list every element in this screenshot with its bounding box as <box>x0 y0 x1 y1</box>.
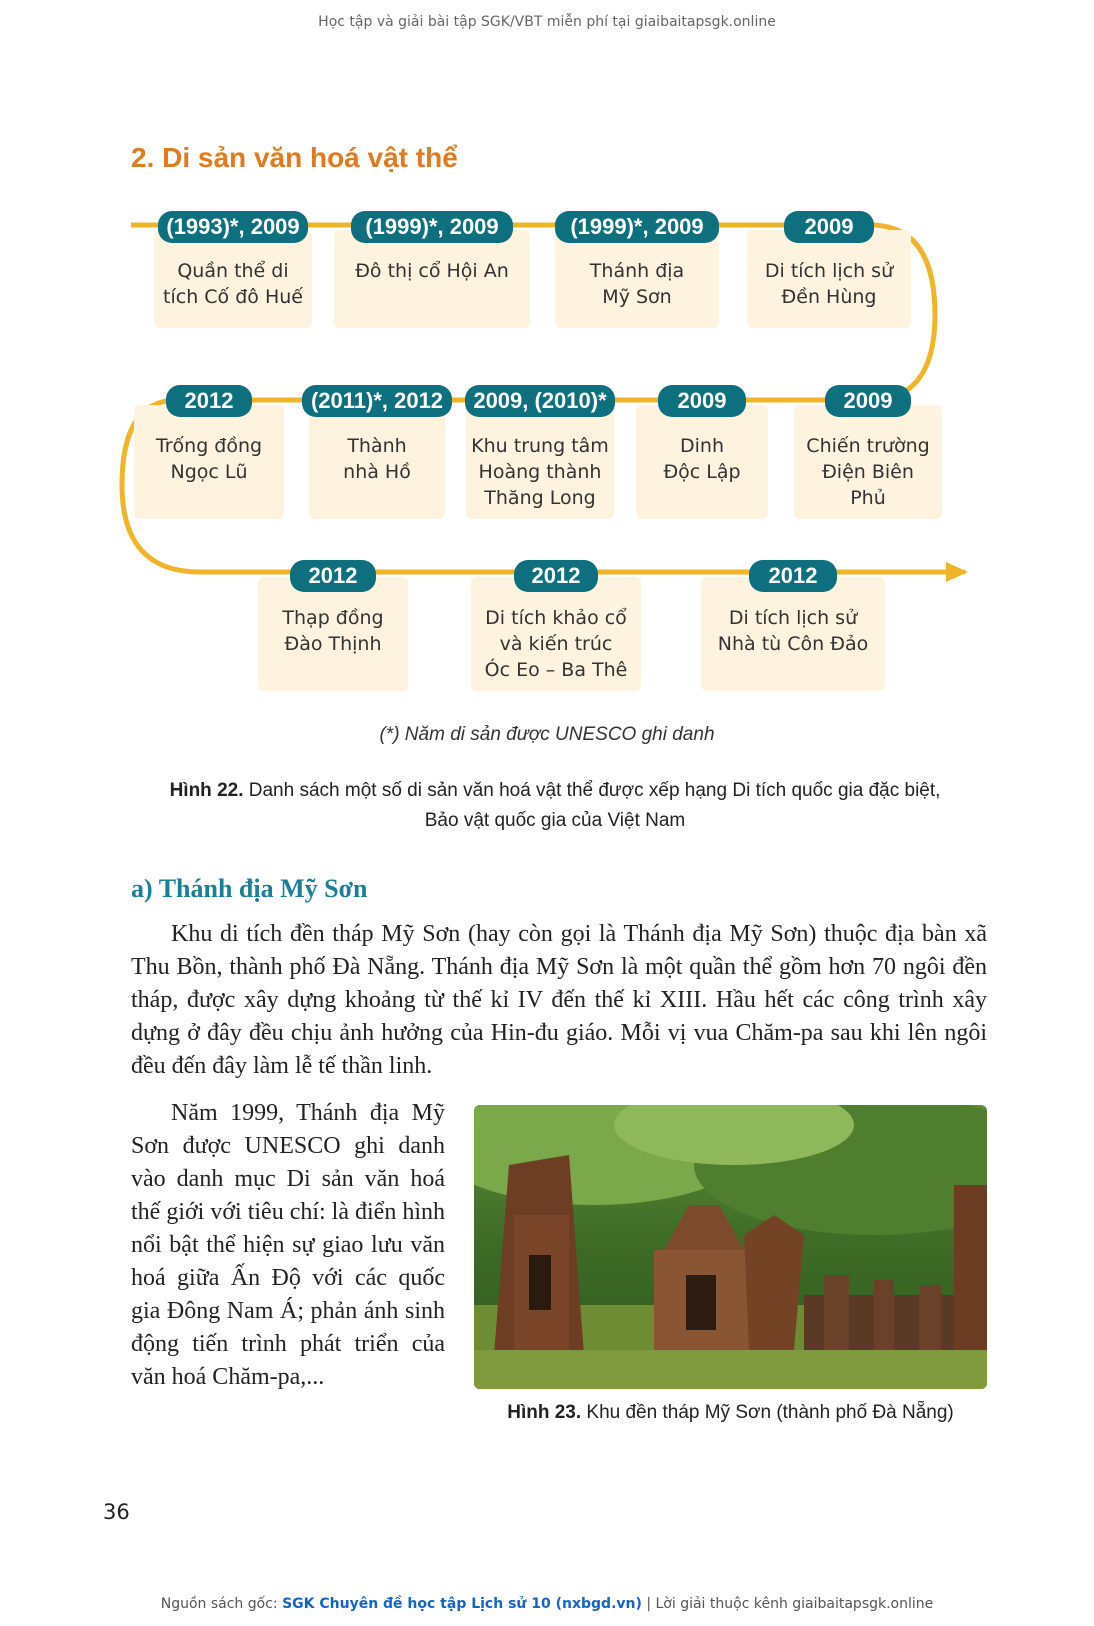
heritage-name: Chiến trường Điện Biên Phủ <box>806 435 930 509</box>
timeline-card <box>747 230 911 328</box>
timeline-arrow-head <box>946 562 968 582</box>
year-badge: 2012 <box>290 560 376 592</box>
timeline-card <box>701 577 885 691</box>
year-badge: 2009, (2010)* <box>465 385 615 417</box>
footer-suffix: | Lời giải thuộc kênh giaibaitapsgk.online <box>646 1596 934 1612</box>
timeline-card <box>794 405 942 519</box>
timeline-card <box>471 577 641 691</box>
heritage-name: Dinh Độc Lập <box>663 435 741 483</box>
figure-22-label: Hình 22. <box>169 780 244 801</box>
section-title: 2. Di sản văn hoá vật thể <box>131 142 458 173</box>
year-badge: 2012 <box>749 560 837 592</box>
timeline-card <box>466 405 614 519</box>
unesco-note: (*) Năm di sản được UNESCO ghi danh <box>379 724 715 745</box>
timeline-card <box>309 405 445 519</box>
year-badge: 2012 <box>514 560 598 592</box>
year-badge: 2009 <box>658 385 746 417</box>
timeline-card <box>334 230 530 328</box>
page-header: Học tập và giải bài tập SGK/VBT miễn phí tại giaibaitapsgk.online <box>318 14 776 30</box>
year-badge: (1999)*, 2009 <box>555 211 719 243</box>
page-number: 36 <box>103 1500 130 1524</box>
heritage-name: Di tích khảo cổ và kiến trúc Óc Eo – Ba Thê <box>484 607 628 681</box>
year-badge: (1999)*, 2009 <box>351 211 513 243</box>
footer-prefix: Nguồn sách gốc: <box>160 1596 278 1612</box>
year-badge: 2009 <box>784 211 874 243</box>
heritage-name: Di tích lịch sử Đền Hùng <box>764 260 894 308</box>
figure-23-caption <box>474 1402 987 1424</box>
timeline-card <box>636 405 768 519</box>
my-son-temple-photo <box>474 1105 987 1389</box>
heritage-name: Đô thị cổ Hội An <box>355 260 509 282</box>
paragraph-2: Năm 1999, Thánh địa Mỹ Sơn được UNESCO ghi danh vào danh mục Di sản văn hoá thế giới với tiêu chí: là điển hình nổi bật thể hiện sự giao lưu văn hoá giữa Ấn Độ với các quốc gia Đông Nam Á; phản ánh sinh động tiến trình phát triển của văn hoá Chăm-pa,... <box>131 1100 445 1390</box>
year-badge: (2011)*, 2012 <box>302 385 452 417</box>
page-footer <box>0 1596 1094 1612</box>
heritage-name: Di tích lịch sử Nhà tù Côn Đảo <box>717 607 869 655</box>
year-badge: 2009 <box>825 385 911 417</box>
figure-22-caption <box>160 776 950 836</box>
paragraph-1: Khu di tích đền tháp Mỹ Sơn (hay còn gọi là Thánh địa Mỹ Sơn) thuộc địa bàn xã Thu Bồn, thành phố Đà Nẵng. Thánh địa Mỹ Sơn là một quần thể gồm hơn 70 ngôi đền tháp, được xây dựng khoảng từ thế kỉ IV đến thế kỉ XIII. Hầu hết các công trình xây dựng ở đây đều chịu ảnh hưởng của Hin-đu giáo. Mỗi vị vua Chăm-pa sau khi lên ngôi đều đến đây làm lễ tế thần linh. <box>131 921 987 1079</box>
heritage-name: Quần thể di tích Cố đô Huế <box>163 260 303 308</box>
heritage-name: Thánh địa Mỹ Sơn <box>589 260 685 308</box>
figure-22-text-line2: Bảo vật quốc gia của Việt Nam <box>424 810 686 831</box>
year-badge: 2012 <box>166 385 252 417</box>
figure-22-text: Danh sách một số di sản văn hoá vật thể được xếp hạng Di tích quốc gia đặc biệt, <box>248 780 941 801</box>
heritage-name: Thạp đồng Đào Thịnh <box>282 607 384 655</box>
year-badge: (1993)*, 2009 <box>158 211 308 243</box>
heritage-name: Thành nhà Hồ <box>343 435 411 483</box>
figure-23-text: Khu đền tháp Mỹ Sơn (thành phố Đà Nẵng) <box>586 1402 954 1423</box>
timeline-card <box>154 230 312 328</box>
footer-source-link[interactable]: SGK Chuyên đề học tập Lịch sử 10 (nxbgd.vn) <box>282 1596 642 1612</box>
timeline-card <box>258 577 408 691</box>
heritage-name: Khu trung tâm Hoàng thành Thăng Long <box>471 435 609 509</box>
subheading-my-son: a) Thánh địa Mỹ Sơn <box>131 874 368 903</box>
timeline-card <box>555 230 719 328</box>
timeline-card <box>134 405 284 519</box>
heritage-name: Trống đồng Ngọc Lũ <box>155 435 263 483</box>
figure-23-label: Hình 23. <box>507 1402 582 1423</box>
